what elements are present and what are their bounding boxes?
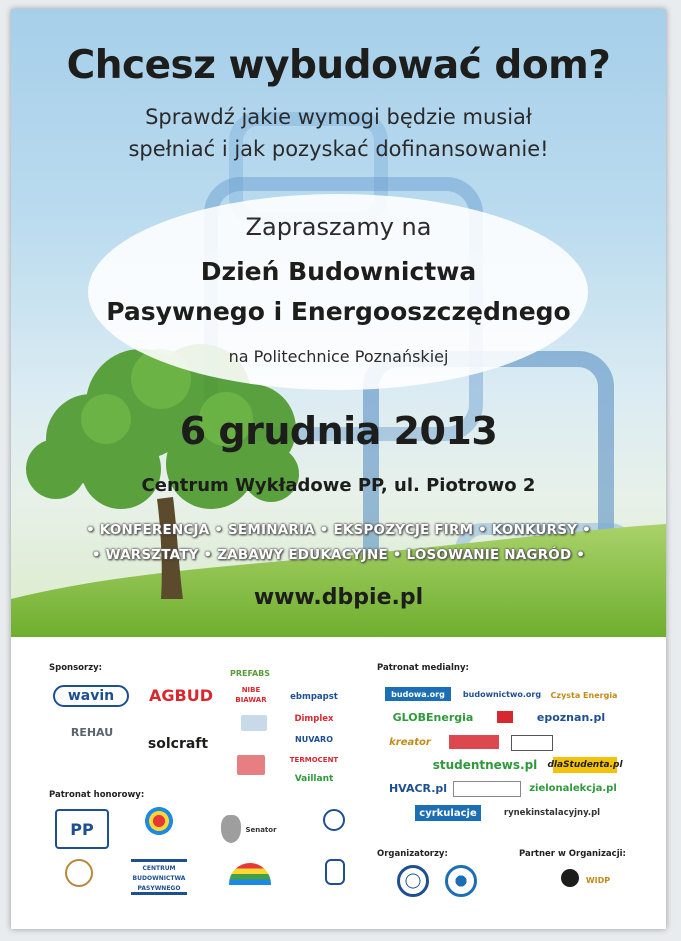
honorary-icon [145, 807, 173, 835]
senator-emblem [221, 815, 241, 843]
media-badge [511, 735, 553, 751]
subheadline-line-2: spełniać i jak pozyskać dofinansowanie! [128, 137, 549, 161]
hvacr-logo: HVACR.pl [388, 781, 448, 795]
studentnews-logo: studentnews.pl [432, 758, 538, 772]
partner-logo: WIDP [585, 875, 611, 885]
ebmpapst-logo: ebmpapst [290, 692, 338, 702]
event-name-line-1: Dzień Budownictwa [200, 257, 477, 286]
media-badge [497, 711, 513, 723]
poster [11, 9, 666, 929]
hero-section [11, 9, 666, 637]
partner-icon [241, 715, 267, 731]
prefab-logo: PREFABS [229, 668, 271, 678]
budowa-logo: budowa.org [385, 687, 451, 701]
venue-line: na Politechnice Poznańskiej [228, 347, 449, 366]
honorary-seal [323, 809, 345, 831]
activities-line-1: • KONFERENCJA • SEMINARIA • EKSPOZYCJE FIRM • KONKURSY • [86, 522, 591, 538]
centrum-line: BUDOWNICTWA [132, 875, 186, 882]
biawar-logo: BIAWAR [235, 696, 267, 704]
zielonalekcja-logo: zielonalekcja.pl [529, 782, 617, 794]
activities-line-2: • WARSZTATY • ZABAWY EDUKACYJNE • LOSOWANIE NAGRÓD • [91, 547, 586, 563]
organizers-label: Organizatorzy: [377, 849, 448, 859]
subheadline-line-1: Sprawdź jakie wymogi będzie musiał [145, 105, 532, 129]
event-address: Centrum Wykładowe PP, ul. Piotrowo 2 [141, 475, 536, 496]
termocent-logo: TERMOCENT [289, 756, 339, 764]
rynekinstalacyjny-logo: rynekinstalacyjny.pl [503, 808, 601, 818]
solcraft-logo: solcraft [147, 736, 209, 752]
media-badge [453, 781, 521, 797]
dlastudenta-logo: dlaStudenta.pl [553, 757, 617, 773]
senator-logo: Senator [245, 826, 277, 834]
invite-text: Zapraszamy na [245, 213, 432, 241]
epoznan-logo: epoznan.pl [536, 710, 606, 724]
kreator-logo: kreator [389, 736, 431, 748]
wavin-logo: wavin [53, 685, 129, 707]
event-name-line-2: Pasywnego i Energooszczędnego [106, 297, 571, 326]
sponsors-section [11, 637, 666, 929]
nibe-logo: NIBE [241, 686, 261, 694]
vaillant-logo: Vaillant [294, 774, 334, 784]
agbud-logo: AGBUD [149, 685, 213, 705]
website-link[interactable]: www.dbpie.pl [253, 585, 424, 610]
media-badge [449, 735, 499, 749]
pp-logo: PP [55, 809, 109, 849]
partner-icon [237, 755, 265, 775]
honorary-rainbow-logo [229, 863, 271, 885]
organizer-seal-2 [445, 865, 477, 897]
org-partner-label: Partner w Organizacji: [519, 849, 626, 859]
budownictwo-logo: budownictwo.org [462, 689, 542, 699]
globenergia-logo: GLOBEnergia [392, 710, 474, 724]
hill [11, 524, 666, 637]
rehau-logo: REHAU [70, 725, 114, 739]
organizer-seal-1 [397, 865, 429, 897]
nuvaro-logo: NUVARO [295, 734, 333, 744]
headline: Chcesz wybudować dom? [66, 43, 611, 88]
event-date: 6 grudnia 2013 [179, 409, 498, 453]
partner-emblem [561, 869, 579, 887]
cyrkulacje-logo: cyrkulacje [415, 805, 481, 821]
sponsors-label: Sponsorzy: [49, 663, 103, 673]
centrum-line: CENTRUM [142, 865, 176, 872]
honorary-seal [65, 859, 93, 887]
honorary-crest [325, 859, 345, 885]
centrum-logo [131, 859, 187, 895]
honorary-label: Patronat honorowy: [49, 790, 145, 800]
czysta-energia-logo: Czysta Energia [550, 690, 618, 700]
centrum-line: PASYWNEGO [137, 885, 181, 892]
dimplex-logo: Dimplex [294, 714, 334, 724]
media-label: Patronat medialny: [377, 663, 469, 673]
